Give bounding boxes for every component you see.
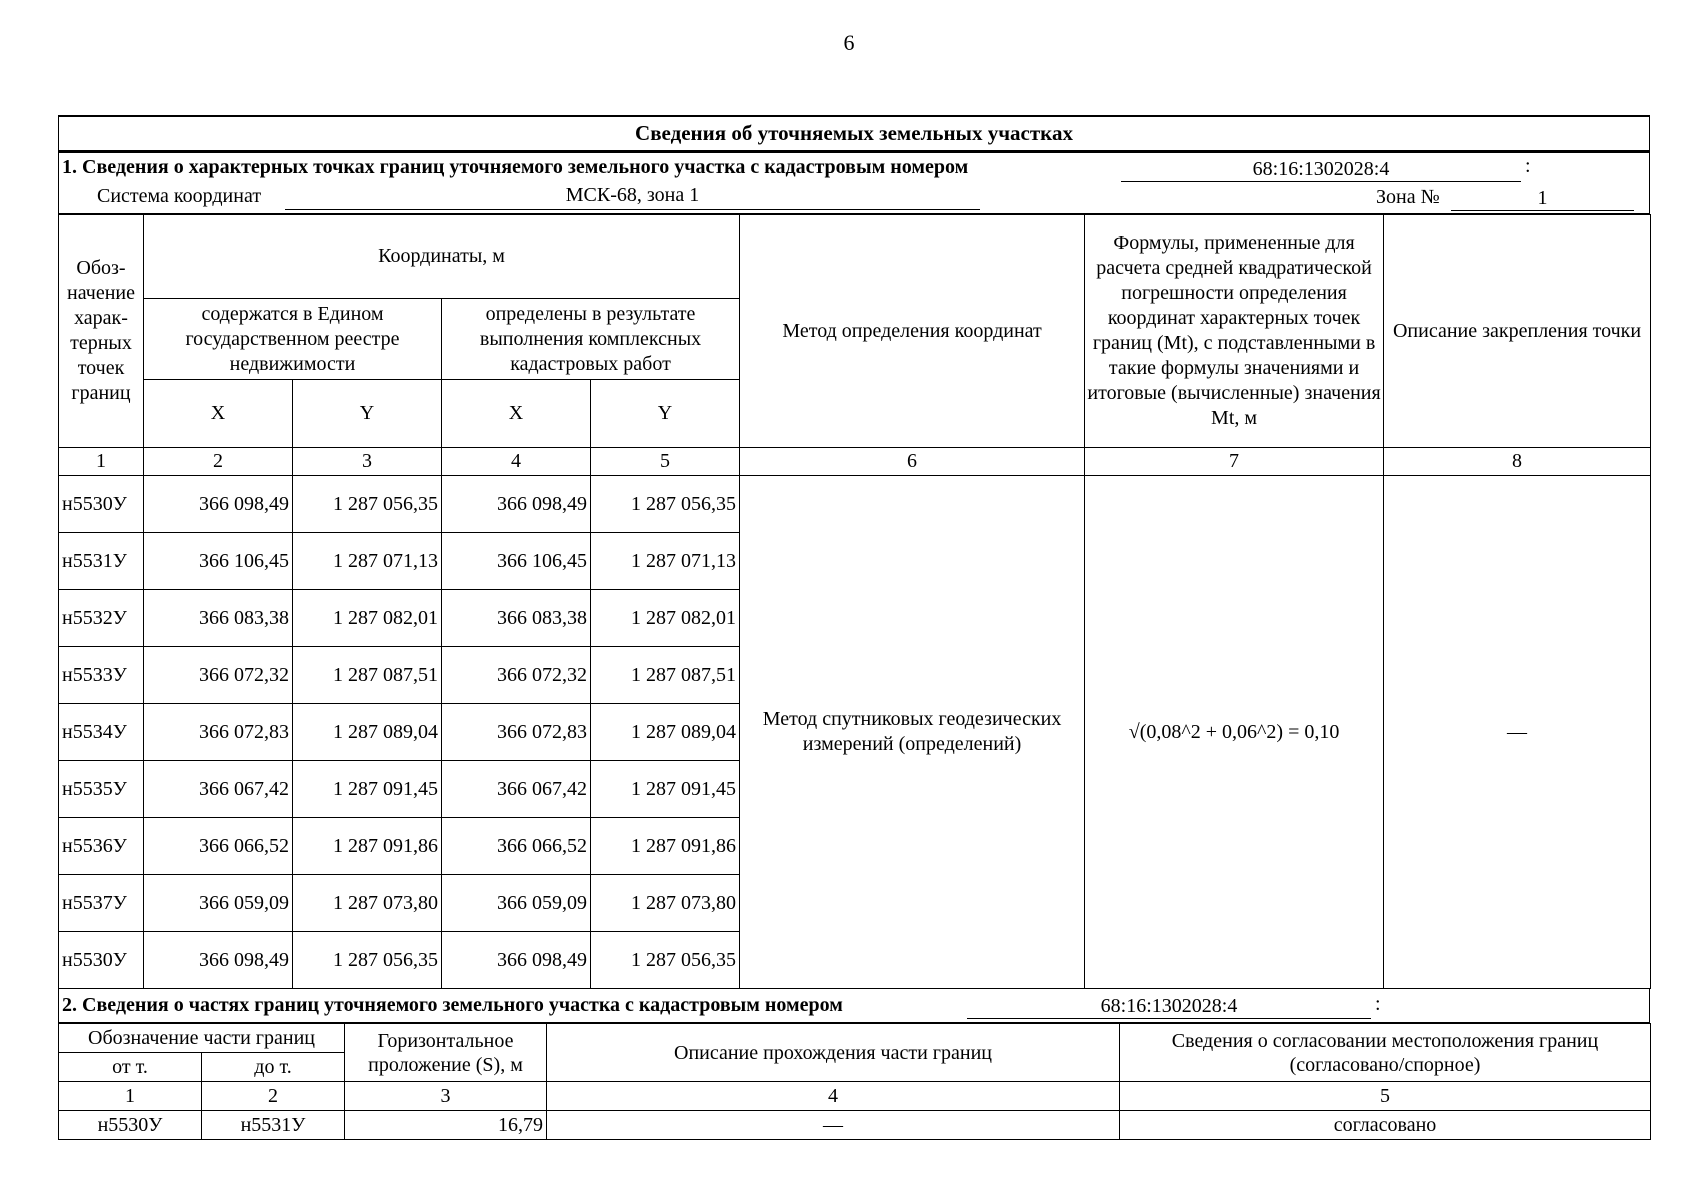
y-complex-value: 1 287 071,13: [591, 533, 740, 590]
col-number: 1: [59, 1082, 202, 1111]
x-egrn-value: 366 059,09: [144, 875, 293, 932]
header-horizontal: Горизонтальное проложение (S), м: [345, 1024, 547, 1082]
y-complex-value: 1 287 091,86: [591, 818, 740, 875]
y-complex-value: 1 287 082,01: [591, 590, 740, 647]
point-name: н5530У: [59, 932, 144, 989]
col-number: 5: [1120, 1082, 1651, 1111]
to-point: н5531У: [202, 1111, 345, 1140]
point-name: н5532У: [59, 590, 144, 647]
x-complex-value: 366 083,38: [442, 590, 591, 647]
section2-cadastral-number: 68:16:1302028:4: [967, 994, 1371, 1019]
y-egrn-value: 1 287 056,35: [293, 932, 442, 989]
header-passage: Описание прохождения части границ: [547, 1024, 1120, 1082]
y-egrn-value: 1 287 089,04: [293, 704, 442, 761]
col-number: 2: [202, 1082, 345, 1111]
page-number: 6: [843, 30, 855, 55]
x-complex-value: 366 106,45: [442, 533, 591, 590]
document-title: Сведения об уточняемых земельных участках: [59, 116, 1650, 152]
header-point-designation: Обоз-начение харак-терных точек границ: [59, 215, 144, 448]
y-complex-value: 1 287 073,80: [591, 875, 740, 932]
section2-title: 2. Сведения о частях границ уточняемого земельного участка с кадастровым номером: [62, 994, 843, 1016]
y-complex-value: 1 287 089,04: [591, 704, 740, 761]
header-part-designation: Обозначение части границ: [59, 1024, 345, 1053]
point-name: н5533У: [59, 647, 144, 704]
col-number: 8: [1384, 448, 1651, 476]
y-complex-value: 1 287 056,35: [591, 932, 740, 989]
header-y-egrn: Y: [293, 380, 442, 448]
header-method: Метод определения координат: [740, 215, 1085, 448]
zone-value: 1: [1451, 186, 1634, 211]
point-name: н5530У: [59, 476, 144, 533]
x-egrn-value: 366 098,49: [144, 932, 293, 989]
y-egrn-value: 1 287 056,35: [293, 476, 442, 533]
header-x-egrn: X: [144, 380, 293, 448]
y-complex-value: 1 287 091,45: [591, 761, 740, 818]
points-table: [58, 214, 1651, 989]
x-complex-value: 366 098,49: [442, 932, 591, 989]
y-egrn-value: 1 287 073,80: [293, 875, 442, 932]
x-complex-value: 366 072,83: [442, 704, 591, 761]
y-egrn-value: 1 287 071,13: [293, 533, 442, 590]
x-complex-value: 366 072,32: [442, 647, 591, 704]
y-egrn-value: 1 287 091,86: [293, 818, 442, 875]
col-number: 1: [59, 448, 144, 476]
method-value: Метод спутниковых геодезических измерений (определений): [740, 476, 1085, 989]
x-egrn-value: 366 106,45: [144, 533, 293, 590]
section1-colon: :: [1525, 155, 1531, 177]
passage-value: —: [547, 1111, 1120, 1140]
point-name: н5531У: [59, 533, 144, 590]
header-complex: определены в результате выполнения комплексных кадастровых работ: [442, 299, 740, 380]
header-from: от т.: [59, 1053, 202, 1082]
section1-header: [58, 153, 1650, 214]
y-egrn-value: 1 287 082,01: [293, 590, 442, 647]
point-name: н5535У: [59, 761, 144, 818]
col-number: 3: [293, 448, 442, 476]
col-number: 2: [144, 448, 293, 476]
header-egrn: содержатся в Едином государственном реестре недвижимости: [144, 299, 442, 380]
header-to: до т.: [202, 1053, 345, 1082]
x-egrn-value: 366 072,83: [144, 704, 293, 761]
from-point: н5530У: [59, 1111, 202, 1140]
header-agreement: Сведения о согласовании местоположения границ (согласовано/спорное): [1120, 1024, 1651, 1082]
column-numbers-row: [59, 448, 1651, 476]
header-coordinates: Координаты, м: [144, 215, 740, 299]
x-egrn-value: 366 083,38: [144, 590, 293, 647]
point-name: н5536У: [59, 818, 144, 875]
x-complex-value: 366 098,49: [442, 476, 591, 533]
column-numbers-row: [59, 1082, 1651, 1111]
table-row: [59, 1111, 1651, 1140]
x-egrn-value: 366 066,52: [144, 818, 293, 875]
header-x-complex: X: [442, 380, 591, 448]
y-egrn-value: 1 287 091,45: [293, 761, 442, 818]
col-number: 3: [345, 1082, 547, 1111]
description-value: —: [1384, 476, 1651, 989]
header-formulas: Формулы, примененные для расчета средней квадратической погрешности определения координат характерных точек границ (Mt), с подставленными в такие формулы значениями и итоговые (вычисленные) значения Mt, м: [1085, 215, 1384, 448]
x-egrn-value: 366 098,49: [144, 476, 293, 533]
section2-colon: :: [1375, 993, 1381, 1015]
header-description: Описание закрепления точки: [1384, 215, 1651, 448]
col-number: 4: [547, 1082, 1120, 1111]
title-table: [58, 115, 1650, 153]
col-number: 6: [740, 448, 1085, 476]
coord-system-label: Система координат: [97, 185, 262, 207]
section2-header: [58, 989, 1650, 1023]
section1-title: 1. Сведения о характерных точках границ уточняемого земельного участка с кадастровым номером: [62, 156, 969, 178]
x-complex-value: 366 066,52: [442, 818, 591, 875]
x-complex-value: 366 067,42: [442, 761, 591, 818]
table-row: [59, 476, 1651, 533]
boundary-parts-table: [58, 1023, 1651, 1140]
document-table: [58, 115, 1650, 1140]
horizontal-value: 16,79: [345, 1111, 547, 1140]
header-y-complex: Y: [591, 380, 740, 448]
point-name: н5537У: [59, 875, 144, 932]
col-number: 7: [1085, 448, 1384, 476]
zone-label: Зона №: [1376, 186, 1440, 208]
col-number: 5: [591, 448, 740, 476]
section1-cadastral-number: 68:16:1302028:4: [1121, 157, 1521, 182]
agreement-value: согласовано: [1120, 1111, 1651, 1140]
x-complex-value: 366 059,09: [442, 875, 591, 932]
y-complex-value: 1 287 056,35: [591, 476, 740, 533]
y-egrn-value: 1 287 087,51: [293, 647, 442, 704]
coord-system-value: МСК-68, зона 1: [285, 183, 980, 210]
x-egrn-value: 366 067,42: [144, 761, 293, 818]
point-name: н5534У: [59, 704, 144, 761]
y-complex-value: 1 287 087,51: [591, 647, 740, 704]
formula-value: √(0,08^2 + 0,06^2) = 0,10: [1085, 476, 1384, 989]
col-number: 4: [442, 448, 591, 476]
x-egrn-value: 366 072,32: [144, 647, 293, 704]
